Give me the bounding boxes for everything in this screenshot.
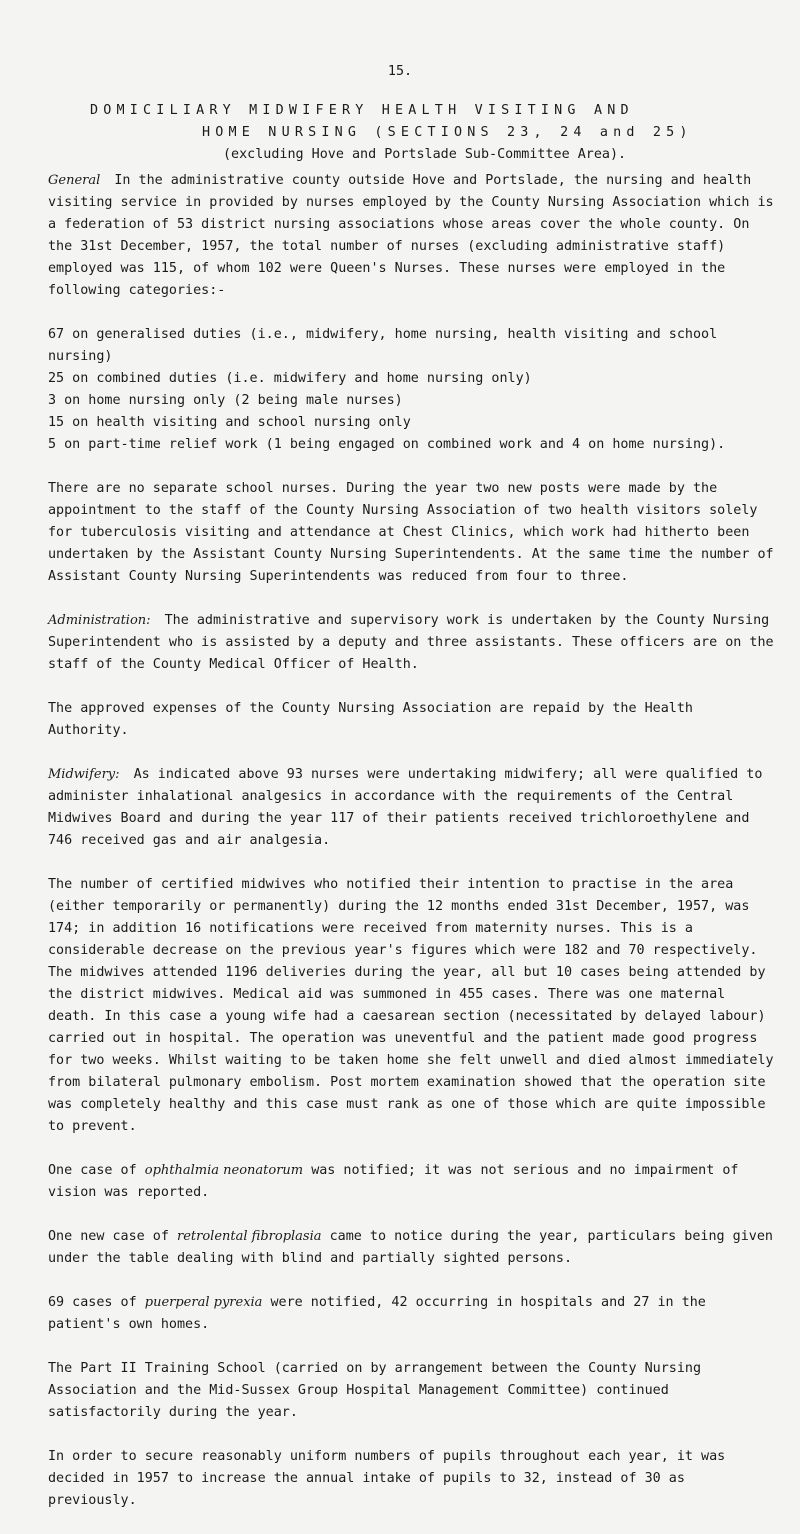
administration-text: The administrative and supervisory work is undertaken by the County Nursing Superintendent who is assisted by a deputy and three assistants. These officers are on the staff of the County Medical Officer of Health. bbox=[48, 613, 774, 672]
paragraph-training-school: The Part II Training School (carried on by arrangement between the County Nursing Association and the Mid-Sussex Group Hospital Management Committee) continued satisfactorily during the year. bbox=[48, 1361, 702, 1420]
administration-label: Administration: bbox=[48, 613, 151, 628]
midwifery-text: As indicated above 93 nurses were undertaking midwifery; all were qualified to administer inhalational analgesics in accordance with the requirements of the Central Midwives Board and during the year 117 of their patients received trichloroethylene and 746 received gas and air analgesia. bbox=[48, 767, 763, 848]
paragraph-certified-midwives: The number of certified midwives who notified their intention to practise in the area (either temporarily or permanently) during the 12 months ended 31st December, 1957, was 174; in addition 16 notifications were received from maternity nurses. This is a considerable decrease on the previous year's figures which were 182 and 70 respectively. The midwives attended 1196 deliveries during the year, all but 10 cases being attended by the district midwives. Medical aid was summoned in 455 cases. There was one maternal death. In this case a young wife had a caesarean section (necessitated by delayed labour) carried out in hospital. The operation was uneventful and the patient made good progress for two weeks. Whilst waiting to be taken home she felt unwell and died almost immediately from bilateral pulmonary embolism. Post mortem examination showed that the operation site was completely healthy and this case must rank as one of those which are quite impossible to prevent. bbox=[48, 877, 774, 1134]
paragraph-midwifery bbox=[48, 764, 780, 852]
general-text: In the administrative county outside Hove and Portslade, the nursing and health visiting service in provided by nurses employed by the County Nursing Association which is a federation of 53 district nursing associations whose areas cover the whole county. On the 31st December, 1957, the total number of nurses (excluding administrative staff) employed was 115, of whom 102 were Queen's Nurses. These nurses were employed in the following categories:- bbox=[48, 173, 774, 298]
ophthalmia-before: One case of bbox=[48, 1163, 137, 1178]
paragraph-pyrexia bbox=[48, 1292, 780, 1336]
paragraph-expenses: The approved expenses of the County Nursing Association are repaid by the Health Authority. bbox=[48, 701, 693, 738]
page-number: 15. bbox=[387, 64, 413, 79]
pyrexia-term: puerperal pyrexia bbox=[144, 1295, 263, 1310]
section-heading bbox=[90, 100, 790, 166]
list-item: 67 on generalised duties (i.e., midwifery, home nursing, health visiting and school nursing) bbox=[48, 327, 718, 364]
pyrexia-before: 69 cases of bbox=[48, 1295, 137, 1310]
heading-subtitle: (excluding Hove and Portslade Sub-Committee Area). bbox=[223, 147, 627, 162]
pyrexia-after: were notified, 42 occurring in hospitals and 27 in the patient's own homes. bbox=[48, 1295, 706, 1332]
paragraph-general bbox=[48, 170, 780, 302]
paragraph-school-nurses: There are no separate school nurses. During the year two new posts were made by the appointment to the staff of the County Nursing Association of two health visitors solely for tuberculosis visiting and attendance at Chest Clinics, which work had hitherto been undertaken by the Assistant County Nursing Superintendents. At the same time the number of Assistant County Nursing Superintendents was reduced from four to three. bbox=[48, 481, 774, 584]
retrolental-after: came to notice during the year, particulars being given under the table dealing with blind and partially sighted persons. bbox=[48, 1229, 773, 1266]
midwifery-label: Midwifery: bbox=[48, 767, 120, 782]
retrolental-before: One new case of bbox=[48, 1229, 169, 1244]
paragraph-ophthalmia bbox=[48, 1160, 780, 1204]
heading-line-1: DOMICILIARY MIDWIFERY HEALTH VISITING AND bbox=[90, 103, 634, 118]
paragraph-administration bbox=[48, 610, 780, 676]
paragraph-pupils: In order to secure reasonably uniform numbers of pupils throughout each year, it was decided in 1957 to increase the annual intake of pupils to 32, instead of 30 as previously. bbox=[48, 1449, 726, 1508]
list-item: 5 on part-time relief work (1 being engaged on combined work and 4 on home nursing). bbox=[48, 437, 726, 452]
retrolental-term: retrolental fibroplasia bbox=[177, 1229, 322, 1244]
heading-line-2: HOME NURSING (SECTIONS 23, 24 and 25) bbox=[202, 125, 693, 140]
ophthalmia-after: was notified; it was not serious and no impairment of vision was reported. bbox=[48, 1163, 739, 1200]
paragraph-retrolental bbox=[48, 1226, 780, 1270]
body-text bbox=[48, 170, 780, 1534]
ophthalmia-term: ophthalmia neonatorum bbox=[144, 1163, 304, 1178]
nurse-categories-list bbox=[48, 324, 780, 456]
list-item: 3 on home nursing only (2 being male nurses) bbox=[48, 393, 403, 408]
general-label: General bbox=[48, 173, 101, 188]
list-item: 15 on health visiting and school nursing only bbox=[48, 415, 411, 430]
list-item: 25 on combined duties (i.e. midwifery and home nursing only) bbox=[48, 371, 532, 386]
